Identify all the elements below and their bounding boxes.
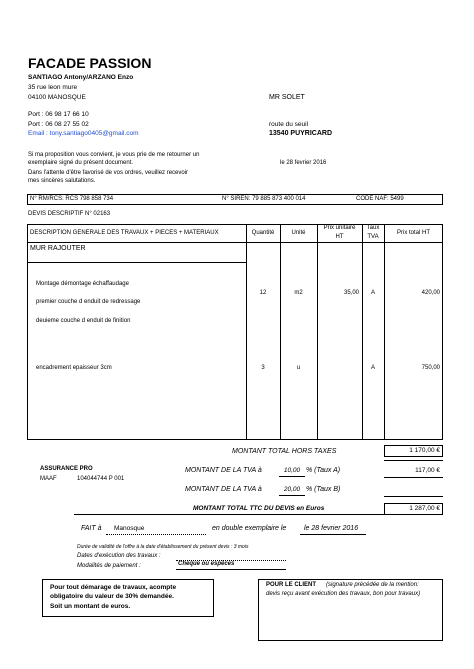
insurance-company: MAAF — [40, 476, 57, 482]
client-name: MR SOLET — [269, 94, 305, 101]
tva-a-rate-underline — [279, 476, 305, 477]
header-description: DESCRIPTION GENERALE DES TRAVAUX + PIECES + MATERIAUX — [30, 230, 219, 236]
col-divider-qty — [246, 224, 247, 440]
table-header-divider — [27, 242, 443, 243]
row-total: 750,00 — [421, 365, 440, 371]
row-unit-price: 35,00 — [343, 290, 359, 296]
client-signature-box — [258, 579, 443, 641]
header-tva-line1: Taux — [366, 225, 380, 231]
col-divider-unit — [280, 224, 281, 440]
header-unit-price-line2: HT — [335, 234, 344, 240]
intro-line-2: exemplaire signé du présent document. — [28, 160, 134, 166]
dates-execution-label: Dates d'exécution des travaux : — [77, 553, 161, 559]
intro-line-3: Dans l'attente d'être favorisé de vos ordres, veuillez recevoir — [28, 170, 189, 176]
intro-date: le 28 fevrier 2016 — [280, 160, 327, 166]
tva-b-rate-underline — [279, 495, 305, 496]
devis-number: DEVIS DESCRIPTIF N° 02163 — [28, 211, 111, 217]
row-unit: u — [296, 365, 301, 371]
ttc-separator — [74, 514, 384, 515]
fait-place-line — [106, 534, 206, 535]
company-phone-2: Port : 06 08 27 55 02 — [28, 121, 89, 128]
tva-b-suffix: % (Taux B) — [306, 486, 341, 493]
client-box-title: POUR LE CLIENT — [266, 582, 317, 588]
total-ttc-label: MONTANT TOTAL TTC DU DEVIS en Euros — [193, 505, 325, 512]
client-box-line-2: devis reçu avant exécution des travaux, bon pour travaux) — [266, 591, 421, 597]
tva-a-label: MONTANT DE LA TVA à — [185, 467, 262, 474]
section-title: MUR RAJOUTER — [30, 245, 86, 252]
double-exemplaire-label: en double exemplaire le — [212, 525, 287, 532]
client-street: route du seuil — [269, 121, 309, 128]
company-phone-1: Port : 06 98 17 66 10 — [28, 111, 89, 118]
total-ht-value: 1 170,00 € — [409, 447, 440, 454]
row-unit: m2 — [294, 290, 303, 296]
row-tva: A — [370, 290, 375, 296]
intro-line-4: mes sincères salutations. — [28, 178, 96, 184]
insurance-number: 104044744 P 001 — [77, 476, 125, 482]
row-description: premier couche d enduit de redressage — [36, 299, 141, 305]
payment-value: Chèque ou espèces — [178, 561, 235, 567]
row-tva: A — [370, 365, 375, 371]
section-underline — [27, 262, 246, 263]
row-total: 420,00 — [421, 290, 440, 296]
company-street: 35 rue leon mure — [28, 84, 78, 91]
total-ht-underline — [384, 460, 443, 461]
header-tva-line2: TVA — [367, 234, 379, 240]
company-name: FACADE PASSION — [28, 55, 152, 71]
payment-label: Modalités de paiement : — [77, 563, 141, 569]
company-owners: SANTIAGO Antony/ARZANO Enzo — [28, 74, 134, 81]
tva-a-underline — [384, 477, 443, 478]
tva-b-label: MONTANT DE LA TVA à — [185, 486, 262, 493]
header-total: Prix total HT — [396, 230, 430, 236]
tva-a-suffix: % (Taux A) — [306, 467, 341, 474]
tva-b-underline — [384, 496, 443, 497]
company-email-link[interactable]: Email : tony.santiago0405@gmail.com — [28, 130, 139, 137]
total-ttc-value: 1 287,00 € — [409, 505, 440, 512]
validity-note: Durée de validité de l'offre à la date d'établissement du présent devis : 3 mois — [77, 544, 249, 550]
deposit-line-1: Pour tout démarage de travaux, acompte — [50, 584, 177, 591]
fait-label: FAIT à — [81, 525, 102, 532]
row-quantity: 3 — [261, 365, 265, 371]
registry-rm: N° RM/RCS: RCS 798 858 734 — [30, 196, 114, 202]
header-unit: Unité — [291, 230, 306, 236]
row-description: encadrement epaisseur 3cm — [36, 365, 112, 371]
row-description: Montage démontage échaffaudage — [36, 281, 129, 287]
client-box-note: (signature précédée de la mention: — [326, 582, 419, 588]
registry-siren: N° SIREN: 79 885 873 400 014 — [222, 196, 306, 202]
col-divider-tva — [362, 224, 363, 440]
header-quantity: Quantité — [251, 230, 275, 236]
signature-date-line — [300, 534, 366, 535]
tva-a-value: 117,00 € — [415, 467, 440, 474]
signature-date: le 28 fevrier 2016 — [304, 525, 359, 532]
deposit-line-3: Soit un montant de euros. — [50, 603, 131, 610]
items-table — [27, 224, 443, 440]
intro-line-1: Si ma proposition vous convient, je vous prie de me retourner un — [28, 152, 200, 158]
registry-naf: CODE NAF: 5499 — [356, 196, 404, 202]
tva-a-rate: 10,00 — [283, 467, 301, 474]
fait-place: Manosque — [114, 525, 145, 532]
payment-line — [176, 569, 286, 570]
deposit-line-2: obligatoire du valeur de 30% demandée. — [50, 593, 174, 600]
row-description: deuieme couche d enduit de finition — [36, 318, 131, 324]
row-quantity: 12 — [259, 290, 267, 296]
company-city: 04100 MANOSQUE — [28, 94, 86, 101]
client-city: 13540 PUYRICARD — [269, 130, 333, 137]
col-divider-total — [384, 224, 385, 440]
tva-b-rate: 20,00 — [283, 486, 301, 493]
col-divider-price — [317, 224, 318, 440]
total-ht-label: MONTANT TOTAL HORS TAXES — [232, 448, 337, 455]
insurance-title: ASSURANCE PRO — [40, 466, 93, 472]
header-unit-price-line1: Prix unitaire — [323, 225, 356, 231]
